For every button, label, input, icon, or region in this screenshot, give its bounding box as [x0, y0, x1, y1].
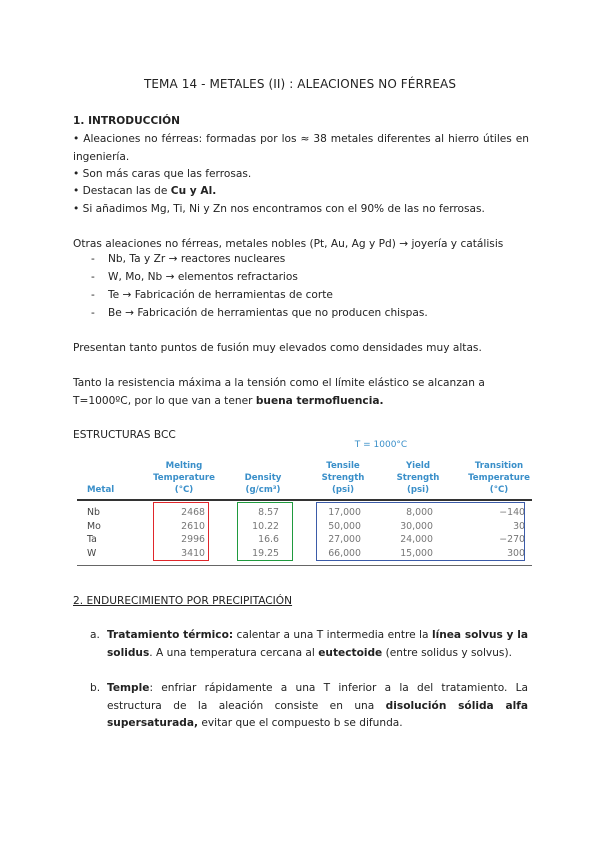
- header-transition: [465, 460, 533, 496]
- red-highlight-box: [153, 502, 209, 561]
- header-melting-line1: Melting: [165, 461, 203, 471]
- header-yield: [386, 460, 450, 496]
- list-item-text: Be → Fabricación de herramientas que no producen chispas.: [108, 307, 428, 319]
- ordered-item-a: [90, 627, 528, 662]
- ordered-item-a-text1: calentar a una T intermedia entre la: [233, 629, 432, 641]
- blue-highlight-box: [316, 502, 525, 561]
- table-cell: −140: [499, 507, 525, 518]
- table-header-rule: [77, 499, 532, 501]
- partial-header: T = 1000°C: [354, 440, 408, 447]
- header-yield-line3: (psi): [406, 485, 430, 495]
- header-density-line2: (g/cm³): [245, 485, 281, 495]
- ordered-item-b-bold2: disolución sólida alfa supersaturada,: [107, 699, 528, 729]
- ordered-item-a-body: [107, 627, 528, 662]
- bcc-label: ESTRUCTURAS BCC: [73, 429, 176, 441]
- dash-marker: -: [91, 289, 95, 301]
- dash-marker: -: [91, 271, 95, 283]
- section-heading-introduccion: 1. INTRODUCCIÓN: [73, 115, 181, 127]
- header-melting-line3: (°C): [174, 485, 194, 495]
- ordered-item-a-bold2: línea solvus y la solidus: [107, 629, 529, 659]
- header-tensile-line1: Tensile: [326, 461, 360, 471]
- ordered-item-b-body: [107, 680, 528, 733]
- table-cell: 10.22: [252, 520, 279, 532]
- ordered-marker-b: b.: [90, 682, 101, 694]
- table-cell: 30,000: [400, 520, 433, 532]
- table-cell: −270: [499, 534, 525, 546]
- table-cell: Ta: [87, 534, 97, 546]
- bullet-1: • Aleaciones no férreas: formadas por los ≈ 38 metales diferentes al hierro útiles en ingeniería.: [73, 133, 529, 163]
- table-cell: 300: [507, 548, 525, 560]
- table-cell: 2996: [181, 534, 205, 546]
- table-cell: 30: [513, 520, 525, 532]
- ordered-item-b: [90, 680, 528, 733]
- ordered-item-a-bold1: Tratamiento térmico:: [107, 629, 234, 641]
- bullet-3: [73, 183, 529, 201]
- header-tensile-line3: (psi): [331, 485, 355, 495]
- header-density: [233, 472, 293, 496]
- table-bottom-rule: [77, 565, 532, 566]
- bullet-2: • Son más caras que las ferrosas.: [73, 168, 252, 180]
- strength-paragraph: [73, 375, 533, 410]
- melting-paragraph: Presentan tanto puntos de fusión muy elevados como densidades muy altas.: [73, 342, 482, 354]
- other-alloys-paragraph: Otras aleaciones no férreas, metales nobles (Pt, Au, Ag y Pd) → joyería y catálisis: [73, 238, 504, 250]
- table-cell: 15,000: [400, 548, 433, 560]
- ordered-item-a-text3: (entre solidus y solvus).: [382, 646, 512, 659]
- strength-paragraph-text: Tanto la resistencia máxima a la tensión como el límite elástico se alcanzan a T=1000ºC, por lo que van a tener: [73, 377, 485, 407]
- table-cell: 50,000: [328, 520, 361, 532]
- table-cell: Mo: [87, 520, 101, 532]
- table-cell: 2468: [181, 507, 205, 518]
- ordered-item-a-bold3: eutectoide: [318, 646, 383, 659]
- table-cell: W: [87, 548, 97, 560]
- ordered-item-a-text2: . A una temperatura cercana al: [149, 646, 319, 659]
- page-title: TEMA 14 - METALES (II) : ALEACIONES NO FÉRREAS: [143, 77, 457, 91]
- table-cell: 8.57: [258, 507, 279, 518]
- bullet-3-bold: Cu y Al.: [170, 185, 217, 197]
- bullet-4: • Si añadimos Mg, Ti, Ni y Zn nos encontramos con el 90% de las no ferrosas.: [73, 203, 485, 215]
- table-cell: 17,000: [328, 507, 361, 518]
- section-heading-endurecimiento: 2. ENDURECIMIENTO POR PRECIPITACIÓN: [73, 595, 293, 607]
- table-cell: 27,000: [328, 534, 361, 546]
- ordered-item-b-bold1: Temple: [107, 682, 150, 694]
- list-item: [73, 250, 533, 268]
- strength-paragraph-bold: buena termofluencia.: [255, 394, 384, 407]
- header-tensile: [311, 460, 375, 496]
- list-item-text: W, Mo, Nb → elementos refractarios: [108, 271, 298, 283]
- table-cell: 2610: [181, 520, 205, 532]
- header-transition-line3: (°C): [489, 485, 509, 495]
- bullet-3-text: • Destacan las de: [73, 185, 171, 197]
- table-cell: Nb: [87, 507, 100, 518]
- header-transition-line1: Transition: [474, 461, 524, 471]
- table-cell: 3410: [181, 548, 205, 560]
- header-density-line1: Density: [244, 473, 282, 483]
- table-cell: 66,000: [328, 548, 361, 560]
- list-item: [73, 304, 533, 322]
- ordered-item-b-text2: evitar que el compuesto b se difunda.: [198, 717, 403, 729]
- header-yield-line1: Yield: [405, 461, 431, 471]
- list-item-text: Nb, Ta y Zr → reactores nucleares: [108, 253, 286, 265]
- list-item: [73, 268, 533, 286]
- dash-marker: -: [91, 253, 95, 265]
- table-cell: 19.25: [252, 548, 279, 560]
- table-cell: 8,000: [406, 507, 433, 518]
- header-yield-line2: Strength: [396, 473, 440, 483]
- dash-marker: -: [91, 307, 95, 319]
- metal-column: [87, 506, 101, 561]
- header-tensile-line2: Strength: [321, 473, 365, 483]
- dash-list: [73, 250, 533, 322]
- ordered-item-b-text1: : enfriar rápidamente a una T inferior a la del tratamiento. La estructura de la aleación consiste en una: [107, 682, 528, 712]
- table-cell: 24,000: [400, 534, 433, 546]
- table-cell: 16.6: [258, 534, 279, 546]
- green-highlight-box: [237, 502, 293, 561]
- header-melting: [149, 460, 219, 496]
- header-metal: Metal: [87, 485, 115, 495]
- list-item-text: Te → Fabricación de herramientas de corte: [108, 289, 333, 301]
- ordered-marker-a: a.: [90, 629, 100, 641]
- bcc-properties-table: [73, 440, 533, 570]
- header-melting-line2: Temperature: [153, 473, 215, 483]
- header-transition-line2: Temperature: [468, 473, 530, 483]
- list-item: [73, 286, 533, 304]
